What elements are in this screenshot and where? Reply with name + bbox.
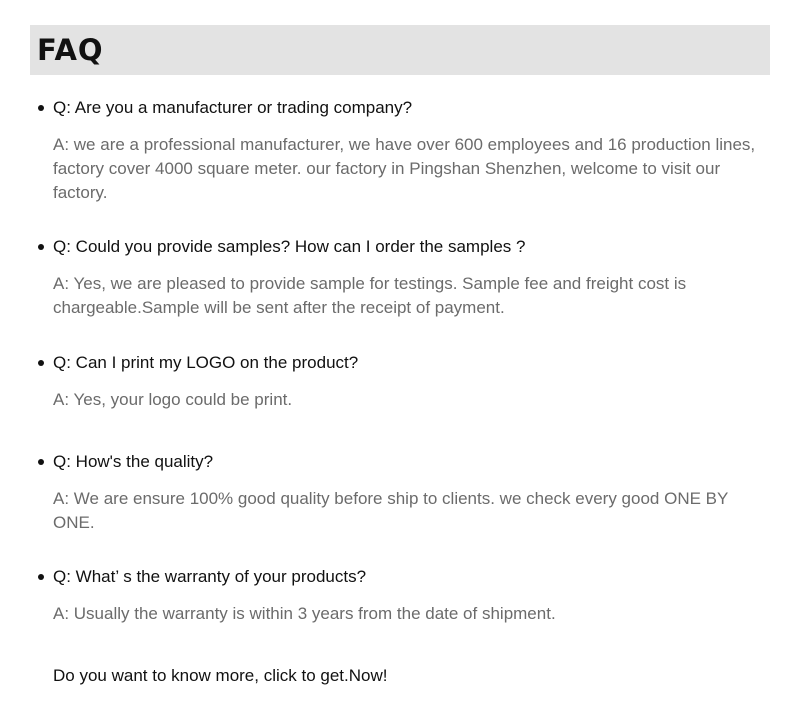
bullet-icon xyxy=(38,360,44,366)
faq-question: Q: Could you provide samples? How can I order the samples ? xyxy=(53,237,526,256)
faq-question: Q: Can I print my LOGO on the product? xyxy=(53,353,359,372)
faq-answer: A: Yes, we are pleased to provide sample for testings. Sample fee and freight cost is chargeable.Sample will be sent after the receipt of payment. xyxy=(53,274,687,317)
more-info-link[interactable]: Do you want to know more, click to get.Now! xyxy=(53,666,388,685)
bullet-icon xyxy=(38,574,44,580)
bullet-icon xyxy=(38,459,44,465)
faq-answer: A: Yes, your logo could be print. xyxy=(53,390,293,409)
faq-answer: A: we are a professional manufacturer, we have over 600 employees and 16 production lines, factory cover 4000 square meter. our factory in Pingshan Shenzhen, welcome to visit our factory. xyxy=(53,135,756,202)
faq-question: Q: How's the quality? xyxy=(53,452,214,471)
faq-question: Q: Are you a manufacturer or trading company? xyxy=(53,98,413,117)
faq-answer: A: We are ensure 100% good quality before ship to clients. we check every good ONE BY ONE. xyxy=(53,489,729,532)
bullet-icon xyxy=(38,105,44,111)
faq-answer: A: Usually the warranty is within 3 years from the date of shipment. xyxy=(53,604,556,623)
faq-header xyxy=(30,25,770,75)
page-title: FAQ xyxy=(37,33,104,67)
faq-question: Q: What’ s the warranty of your products? xyxy=(53,567,367,586)
bullet-icon xyxy=(38,244,44,250)
